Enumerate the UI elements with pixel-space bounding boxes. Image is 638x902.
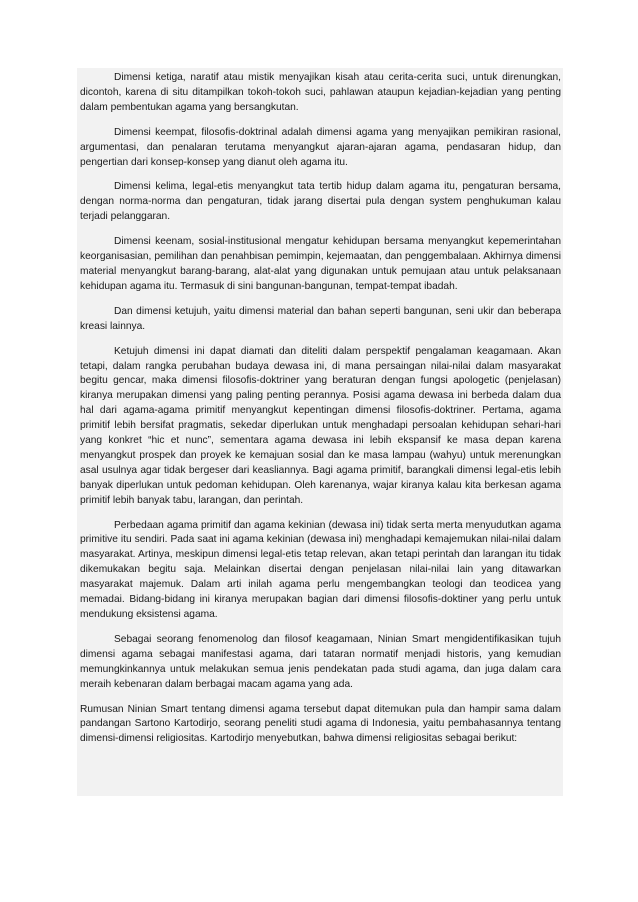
paragraph-dimensi-keempat: Dimensi keempat, filosofis-doktrinal adalah dimensi agama yang menyajikan pemikiran rasional, argumentasi, dan penalaran terutama menyangkut ajaran-ajaran agama, pendasaran hidup, dan pengertian dari konsep-konsep yang dianut oleh agama itu. — [80, 126, 561, 168]
paragraph-dimensi-ketiga: Dimensi ketiga, naratif atau mistik menyajikan kisah atau cerita-cerita suci, untuk direnungkan, dicontoh, karena di situ ditampilkan tokoh-tokoh suci, pahlawan ataupun kejadian-kejadian yang penting dalam pembentukan agama yang bersangkutan. — [80, 72, 561, 113]
paragraph-dimensi-keenam: Dimensi keenam, sosial-institusional mengatur kehidupan bersama menyangkut kepemerintahan keorganisasian, pemilihan dan penahbisan pemimpin, kejemaatan, dan penggembalaan. Akhirnya dimensi material menyangkut barang-barang, alat-alat yang digunakan untuk pemujaan atau untuk pelaksanaan kehidupan agama itu. Termasuk di sini bangunan-bangunan, tempat-tempat ibadah. — [80, 236, 561, 292]
paragraph-ninian-smart: Sebagai seorang fenomenolog dan filosof keagamaan, Ninian Smart mengidentifikasikan tujuh dimensi agama sebagai manifestasi agama, dari tataran normatif menjadi historis, yang kemudian memungkinkannya untuk melakukan semua jenis pendekatan pada studi agama, dan juga dalam cara meraih kebenaran dalam berbagai macam agama yang ada. — [80, 633, 561, 690]
paragraph-perbedaan-agama: Perbedaan agama primitif dan agama kekinian (dewasa ini) tidak serta merta menyudutkan agama primitive itu sendiri. Pada saat ini agama kekinian (dewasa ini) menghadapi kemajemukan nilai-nilai dalam masyarakat. Artinya, meskipun dimensi legal-etis tetap relevan, akan tetapi perintah dan larangan itu tidak dikemukakan begitu saja. Melainkan disertai dengan penjelasan nilai-nilai lain yang ditawarkan masyarakat majemuk. Dalam arti inilah agama perlu mengembangkan teologi dan teodicea yang memadai. Bidang-bidang ini kiranya merupakan bagian dari dimensi filosofis-doktiner yang perlu untuk mendukung eksistensi agama. — [80, 519, 561, 620]
paragraph-kartodirjo: Rumusan Ninian Smart tentang dimensi agama tersebut dapat ditemukan pula dan hampir sama dalam pandangan Sartono Kartodirjo, seorang peneliti studi agama di Indonesia, yaitu pembahasannya tentang dimensi-dimensi religiositas. Kartodirjo menyebutkan, bahwa dimensi religiositas sebagai berikut: — [80, 703, 561, 745]
paragraph-dimensi-ketujuh: Dan dimensi ketujuh, yaitu dimensi material dan bahan seperti bangunan, seni ukir dan beberapa kreasi lainnya. — [80, 305, 561, 332]
paragraph-perspektif-pengalaman: Ketujuh dimensi ini dapat diamati dan diteliti dalam perspektif pengalaman keagamaan. Akan tetapi, dalam rangka perubahan budaya dewasa ini, di mana persaingan nilai-nilai dalam masyarakat begitu gencar, maka dimensi filosofis-doktriner yang beraturan dengan fungsi apologetic (penjelasan) kiranya merupakan dimensi yang paling penting perannya. Posisi agama dewasa ini berbeda dalam dua hal dari agama-agama primitif menyangkut kepentingan dimensi filosofis-doktriner. Pertama, agama primitif lebih bersifat pragmatis, sekedar diperlukan untuk menghadapi persoalan kehidupan sehari-hari yang konkret “hic et nunc”, sementara agama dewasa ini lebih ekspansif ke masa depan karena menyangkut prospek dan proyek ke kemajuan sosial dan ke masa lampau (wahyu) untuk merenungkan asal usulnya agar tidak bergeser dari keasliannya. Bagi agama primitif, barangkali dimensi legal-etis lebih banyak diperlukan untuk pedoman kehidupan. Oleh karenanya, wajar kiranya kalau kita berkesan agama primitif lebih banyak tabu, larangan, dan perintah. — [80, 345, 561, 506]
document-page — [77, 68, 563, 796]
paragraph-dimensi-kelima: Dimensi kelima, legal-etis menyangkut tata tertib hidup dalam agama itu, pengaturan bersama, dengan norma-norma dan pengaturan, tidak jarang disertai pula dengan system penghukuman kalau terjadi pelanggaran. — [80, 181, 561, 223]
